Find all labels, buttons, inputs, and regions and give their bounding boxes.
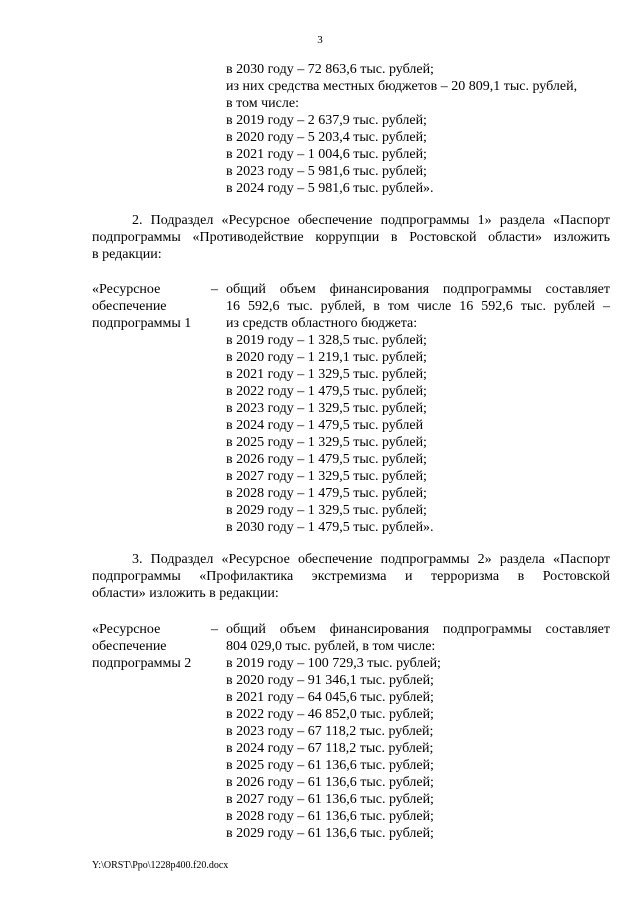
section2-paragraph-line: в редакции:: [92, 247, 162, 262]
section2-text-line: в 2024 году – 1 479,5 тыс. рублей: [226, 418, 424, 433]
section2-label: «Ресурсное: [92, 282, 161, 297]
section3-label: подпрограммы 2: [92, 656, 192, 671]
section2-paragraph-line: 2. Подраздел «Ресурсное обеспечение подпрограммы 1» раздела «Паспорт: [132, 213, 610, 228]
section2-text-line: в 2020 году – 1 219,1 тыс. рублей;: [226, 350, 427, 365]
section3-text-line: в 2022 году – 46 852,0 тыс. рублей;: [226, 707, 434, 722]
section3-text-line: в 2027 году – 61 136,6 тыс. рублей;: [226, 792, 434, 807]
top-line: из них средства местных бюджетов – 20 809,1 тыс. рублей,: [226, 79, 578, 94]
section3-text-line: в 2025 году – 61 136,6 тыс. рублей;: [226, 758, 434, 773]
top-line: в 2030 году – 72 863,6 тыс. рублей;: [226, 62, 434, 77]
section3-text-line: в 2024 году – 67 118,2 тыс. рублей;: [226, 741, 434, 756]
section2-text-line: в 2029 году – 1 329,5 тыс. рублей;: [226, 503, 427, 518]
section3-text-line: общий объем финансирования подпрограммы составляет: [226, 622, 610, 637]
section2-text-line: в 2021 году – 1 329,5 тыс. рублей;: [226, 367, 427, 382]
section2-text-line: в 2019 году – 1 328,5 тыс. рублей;: [226, 333, 427, 348]
top-line: в 2023 году – 5 981,6 тыс. рублей;: [226, 164, 427, 179]
section2-text-line: в 2028 году – 1 479,5 тыс. рублей;: [226, 486, 427, 501]
section3-paragraph-line: подпрограммы «Профилактика экстремизма и терроризма в Ростовской: [92, 569, 610, 584]
section3-text-line: в 2023 году – 67 118,2 тыс. рублей;: [226, 724, 434, 739]
section3-paragraph-line: 3. Подраздел «Ресурсное обеспечение подпрограммы 2» раздела «Паспорт: [132, 552, 610, 567]
section3-text-line: в 2029 году – 61 136,6 тыс. рублей;: [226, 826, 434, 841]
section3-text-line: в 2028 году – 61 136,6 тыс. рублей;: [226, 809, 434, 824]
section2-label: обеспечение: [92, 299, 167, 314]
section3-text-line: в 2020 году – 91 346,1 тыс. рублей;: [226, 673, 434, 688]
top-line: в 2019 году – 2 637,9 тыс. рублей;: [226, 113, 427, 128]
top-line: в том числе:: [226, 96, 299, 111]
top-line: в 2020 году – 5 203,4 тыс. рублей;: [226, 130, 427, 145]
section2-text-line: в 2026 году – 1 479,5 тыс. рублей;: [226, 452, 427, 467]
section2-dash: –: [211, 282, 218, 297]
section2-text-line: из средств областного бюджета:: [226, 316, 418, 331]
top-line: в 2024 году – 5 981,6 тыс. рублей».: [226, 181, 434, 196]
section3-text-line: 804 029,0 тыс. рублей, в том числе:: [226, 639, 436, 654]
file-path-footer: Y:\ORST\Ppo\1228p400.f20.docx: [92, 860, 229, 871]
section3-label: «Ресурсное: [92, 622, 161, 637]
section2-text-line: в 2022 году – 1 479,5 тыс. рублей;: [226, 384, 427, 399]
section3-paragraph-line: области» изложить в редакции:: [92, 586, 279, 601]
section2-paragraph-line: подпрограммы «Противодействие коррупции в Ростовской области» изложить: [92, 230, 610, 245]
section2-text-line: общий объем финансирования подпрограммы составляет: [226, 282, 610, 297]
section2-text-line: в 2025 году – 1 329,5 тыс. рублей;: [226, 435, 427, 450]
section3-text-line: в 2026 году – 61 136,6 тыс. рублей;: [226, 775, 434, 790]
section3-text-line: в 2019 году – 100 729,3 тыс. рублей;: [226, 656, 441, 671]
section2-text-line: в 2023 году – 1 329,5 тыс. рублей;: [226, 401, 427, 416]
section2-text-line: 16 592,6 тыс. рублей, в том числе 16 592,6 тыс. рублей –: [226, 299, 610, 314]
section2-text-line: в 2030 году – 1 479,5 тыс. рублей».: [226, 520, 434, 535]
section2-label: подпрограммы 1: [92, 316, 192, 331]
section3-text-line: в 2021 году – 64 045,6 тыс. рублей;: [226, 690, 434, 705]
page-number: 3: [317, 34, 323, 46]
section3-label: обеспечение: [92, 639, 167, 654]
section2-text-line: в 2027 году – 1 329,5 тыс. рублей;: [226, 469, 427, 484]
top-line: в 2021 году – 1 004,6 тыс. рублей;: [226, 147, 427, 162]
section3-dash: –: [211, 622, 218, 637]
